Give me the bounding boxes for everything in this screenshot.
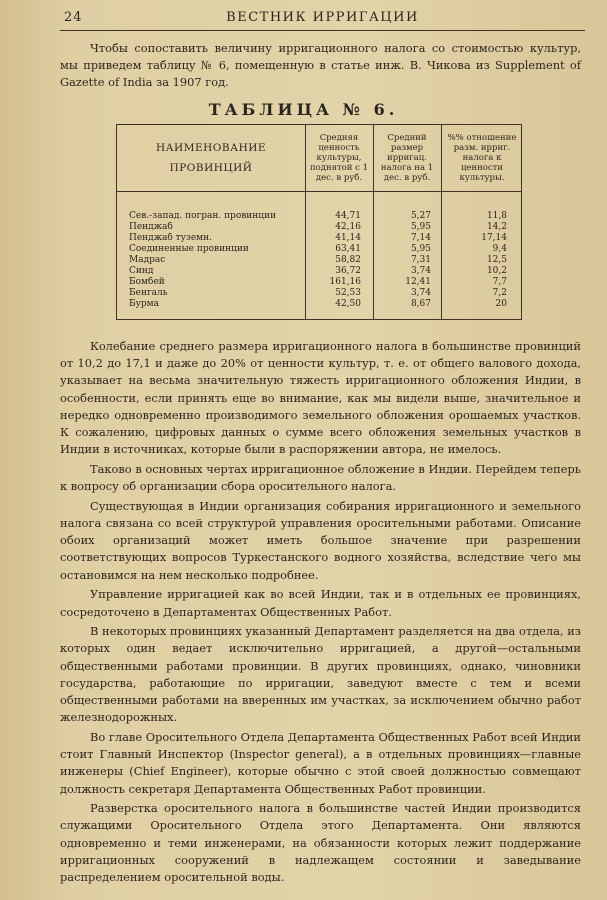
province-name: Бомбей: [129, 277, 165, 287]
journal-title: ВЕСТНИК ИРРИГАЦИИ: [226, 10, 419, 25]
percent-value: 20: [495, 299, 507, 309]
table-row: [117, 255, 521, 266]
province-name: Пенджаб туземн.: [129, 233, 213, 243]
header-crop-value: Средняя ценность культуры, поднятой с 1 дес. в руб.: [305, 125, 374, 191]
percent-value: 11,8: [486, 211, 507, 221]
percent-value: 12,5: [486, 255, 507, 265]
crop-value: 41,14: [335, 233, 361, 243]
paragraph: Во главе Оросительного Отдела Департамента Общественных Работ всей Индии стоит Главный Инспектор (Inspector general), а в отдельных провинциях—главные инженеры (Chief Engineer), которые обычно с этой своей должностью совмещают должность секретаря Департамента Общественных Работ провинции.: [60, 729, 581, 796]
table-row: [117, 277, 521, 288]
tax-value: 5,95: [410, 222, 431, 232]
paragraph: Разверстка оросительного налога в большинстве частей Индии производится служащими Оросительного Отдела этого Департамента. Они являются одновременно и теми инженерами, на обязанности которых лежит поддержание ирригационных сооружений в надлежащем состоянии и заведывание распределением оросительной воды.: [60, 801, 581, 885]
table-row: [117, 266, 521, 277]
paragraph: Таково в основных чертах ирригационное обложение в Индии. Перейдем теперь к вопросу об организации сбора оросительного налога.: [60, 461, 581, 494]
percent-value: 9,4: [492, 244, 507, 254]
paragraph: Существующая в Индии организация собирания ирригационного и земельного налога связана со всей структурой управления оросительными работами. Описание обоих организаций может иметь большое значение при разрешении соответствующих вопросов Туркестанского водного хозяйства, вследствие чего мы остановимся на нем несколько подробнее.: [60, 498, 581, 582]
crop-value: 42,50: [335, 299, 361, 309]
table-caption: ТАБЛИЦА № 6.: [208, 100, 399, 119]
percent-value: 10,2: [486, 266, 507, 276]
table-row: [117, 233, 521, 244]
tax-value: 8,67: [410, 299, 431, 309]
tax-value: 7,31: [410, 255, 431, 265]
provinces-table: [116, 124, 522, 320]
header-tax: Средний размер ирригац. налога на 1 дес. в руб.: [373, 125, 442, 191]
tax-value: 7,14: [410, 233, 431, 243]
paragraph: В некоторых провинциях указанный Департамент разделяется на два отдела, из которых один ведает исключительно ирригацией, а другой—остальными общественными работами провинции. В других провинциях, однако, чиновники государства, работающие по ирригации, заведуют вместе с тем и всеми общественными работами на вверенных им участках, за исключением обычно работ железнодорожных.: [60, 624, 581, 725]
province-name: Мадрас: [129, 255, 166, 265]
province-name: Пенджаб: [129, 222, 173, 232]
crop-value: 44,71: [335, 211, 361, 221]
province-name: Сев.-запад. погран. провинции: [129, 211, 277, 221]
paragraph: Управление ирригацией как во всей Индии, так и в отдельных ее провинциях, сосредоточено в Департаментах Общественных Работ.: [60, 587, 581, 619]
tax-value: 3,74: [410, 288, 431, 298]
percent-value: 17,14: [481, 233, 507, 243]
percent-value: 7,2: [492, 288, 507, 298]
intro-text: Чтобы сопоставить величину ирригационного налога со стоимостью культур, мы приведем таблицу № 6, помещенную в статье инж. В. Чикова из Supplement of Gazette of India за 1907 год.: [60, 41, 581, 89]
paragraph: Колебание среднего размера ирригационного налога в большинстве провинций от 10,2 до 17,1 и даже до 20% от ценности культур, т. е. от общего валового дохода, указывает на весьма значительную тяжесть ирригационного обложения Индии, в особенности, если принять еще во внимание, как мы видели выше, значительное и нередко одновременно производимого земельного обложения орошаемых участков. К сожалению, цифровых данных о сумме всего обложения земельных участков в Индии в источниках, которые были в распоряжении автора, не имелось.: [60, 339, 581, 457]
header-percent: %% отношение разм. ирриг. налога к ценности культуры.: [447, 133, 517, 183]
province-name: Бурма: [129, 299, 160, 309]
province-name: Бенгаль: [129, 288, 168, 298]
table-header: [117, 125, 521, 192]
crop-value: 52,53: [335, 288, 361, 298]
tax-value: 3,74: [410, 266, 431, 276]
table-row: [117, 222, 521, 233]
percent-value: 7,7: [492, 277, 507, 287]
percent-value: 14,2: [486, 222, 507, 232]
crop-value: 161,16: [329, 277, 361, 287]
page-number: 24: [64, 10, 83, 25]
crop-value: 63,41: [335, 244, 361, 254]
table-row: [117, 211, 521, 222]
tax-value: 5,27: [410, 211, 431, 221]
tax-value: 12,41: [405, 277, 431, 287]
intro-paragraph: [60, 40, 581, 91]
crop-value: 36,72: [335, 266, 361, 276]
table-row: [117, 244, 521, 255]
body-text: [60, 338, 581, 889]
table-body: [117, 211, 521, 310]
running-header: [60, 8, 585, 31]
crop-value: 58,82: [335, 255, 361, 265]
province-name: Соединенные провинции: [129, 244, 249, 254]
tax-value: 5,95: [410, 244, 431, 254]
table-row: [117, 288, 521, 299]
table-row: [117, 299, 521, 310]
province-name: Синд: [129, 266, 154, 276]
crop-value: 42,16: [335, 222, 361, 232]
header-provinces: НАИМЕНОВАНИЕ ПРОВИНЦИЙ: [117, 125, 306, 191]
